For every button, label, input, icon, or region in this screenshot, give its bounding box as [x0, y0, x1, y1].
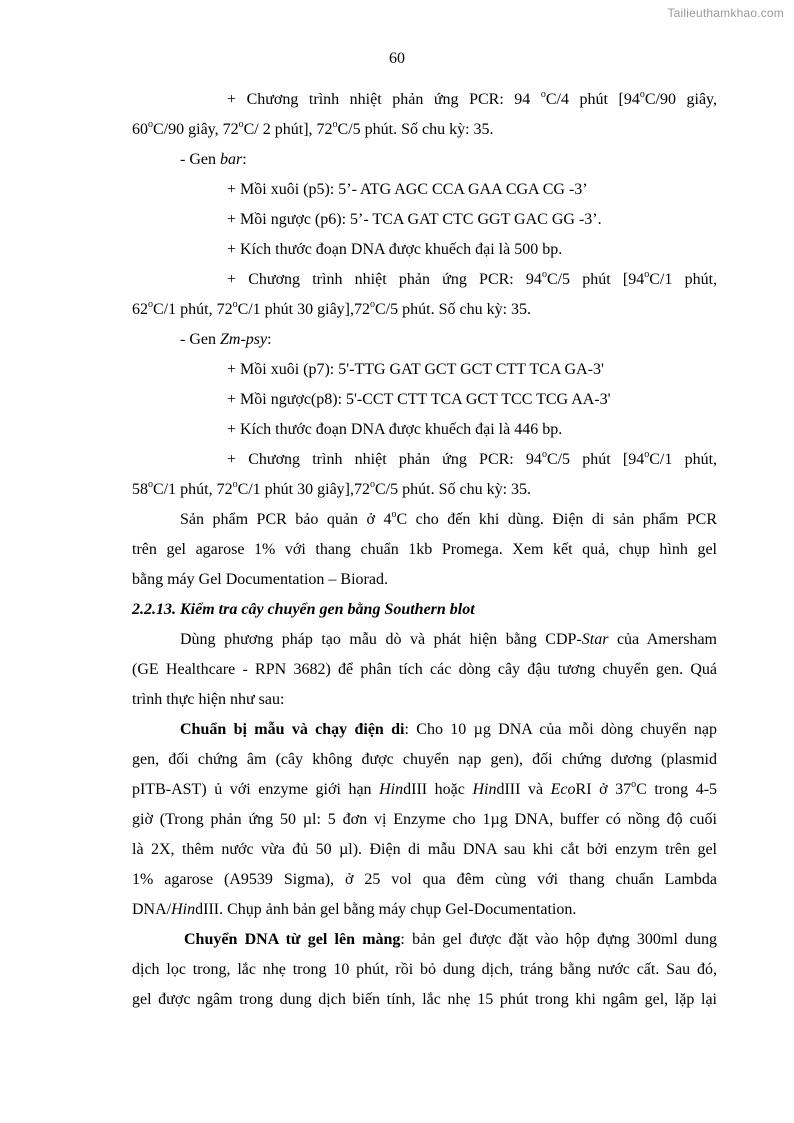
paragraph-line: Chuẩn bị mẫu và chạy điện di: Cho 10 µg DNA của mỗi dòng chuyển nạp — [180, 721, 717, 738]
paragraph-line: Chuyển DNA từ gel lên màng: bản gel được đặt vào hộp đựng 300ml dung — [184, 931, 717, 948]
paragraph-line: gel được ngâm trong dung dịch biến tính, lắc nhẹ 15 phút trong khi ngâm gel, lặp lại — [132, 991, 717, 1008]
gene-heading-zm-psy: - Gen Zm-psy: — [180, 331, 272, 348]
paragraph-line: giờ (Trong phản ứng 50 µl: 5 đơn vị Enzyme cho 1µg DNA, buffer có nồng độ cuối — [132, 811, 717, 828]
primer-line: + Mồi ngược(p8): 5'-CCT CTT TCA GCT TCC TCG AA-3' — [227, 391, 611, 408]
watermark: Tailieuthamkhao.com — [667, 6, 784, 20]
paragraph-line: trình thực hiện như sau: — [132, 691, 285, 708]
pcr-program-line: + Chương trình nhiệt phản ứng PCR: 94$^o$C/5 phút [94$^o$C/1 phút, — [227, 268, 718, 288]
amplicon-size-line: + Kích thước đoạn DNA được khuếch đại là 500 bp. — [227, 241, 563, 258]
paragraph-line: bằng máy Gel Documentation – Biorad. — [132, 571, 388, 588]
paragraph-line: pITB-AST) ủ với enzyme giới hạn HindIII hoặc HindIII và EcoRI ở 37$^o$C trong 4-5 — [132, 778, 718, 798]
paragraph-line: gen, đối chứng âm (cây không được chuyển nạp gen), đối chứng dương (plasmid — [132, 751, 717, 768]
section-heading: 2.2.13. Kiểm tra cây chuyển gen bằng Southern blot — [132, 601, 475, 618]
paragraph-line: Dùng phương pháp tạo mẫu dò và phát hiện bằng CDP-Star của Amersham — [180, 631, 717, 648]
pcr-program-line: 62$^o$C/1 phút, 72$^o$C/1 phút 30 giây],72$^o$C/5 phút. Số chu kỳ: 35. — [132, 298, 532, 318]
pcr-program-line: + Chương trình nhiệt phản ứng PCR: 94 $^o$C/4 phút [94$^o$C/90 giây, — [227, 88, 718, 108]
paragraph-line: là 2X, thêm nước vừa đủ 50 µl). Điện di mẫu DNA sau khi cắt bởi enzym trên gel — [132, 841, 717, 858]
pcr-program-line: + Chương trình nhiệt phản ứng PCR: 94$^o$C/5 phút [94$^o$C/1 phút, — [227, 448, 718, 468]
primer-line: + Mồi xuôi (p5): 5’- ATG AGC CCA GAA CGA CG -3’ — [227, 181, 588, 198]
paragraph-line: Sản phẩm PCR bảo quản ở 4$^o$C cho đến khi dùng. Điện di sản phẩm PCR — [180, 508, 718, 528]
pcr-program-line: 58$^o$C/1 phút, 72$^o$C/1 phút 30 giây],72$^o$C/5 phút. Số chu kỳ: 35. — [132, 478, 532, 498]
paragraph-line: trên gel agarose 1% với thang chuẩn 1kb Promega. Xem kết quả, chụp hình gel — [132, 541, 717, 558]
paragraph-line: 1% agarose (A9539 Sigma), ở 25 vol qua đêm cùng với thang chuẩn Lambda — [132, 871, 717, 888]
paragraph-line: dịch lọc trong, lắc nhẹ trong 10 phút, rồi bỏ dung dịch, tráng bằng nước cất. Sau đó, — [132, 961, 717, 978]
paragraph-line: DNA/HindIII. Chụp ảnh bản gel bằng máy chụp Gel-Documentation. — [132, 901, 577, 918]
paragraph-line: (GE Healthcare - RPN 3682) để phân tích các dòng cây đậu tương chuyển gen. Quá — [132, 661, 717, 678]
page-number: 60 — [389, 50, 405, 67]
primer-line: + Mồi ngược (p6): 5’- TCA GAT CTC GGT GAC GG -3’. — [227, 211, 602, 228]
gene-heading-bar: - Gen bar: — [180, 151, 247, 168]
amplicon-size-line: + Kích thước đoạn DNA được khuếch đại là 446 bp. — [227, 421, 563, 438]
pcr-program-line: 60$^o$C/90 giây, 72$^o$C/ 2 phút], 72$^o$C/5 phút. Số chu kỳ: 35. — [132, 118, 494, 138]
primer-line: + Mồi xuôi (p7): 5'-TTG GAT GCT GCT CTT TCA GA-3' — [227, 361, 604, 378]
